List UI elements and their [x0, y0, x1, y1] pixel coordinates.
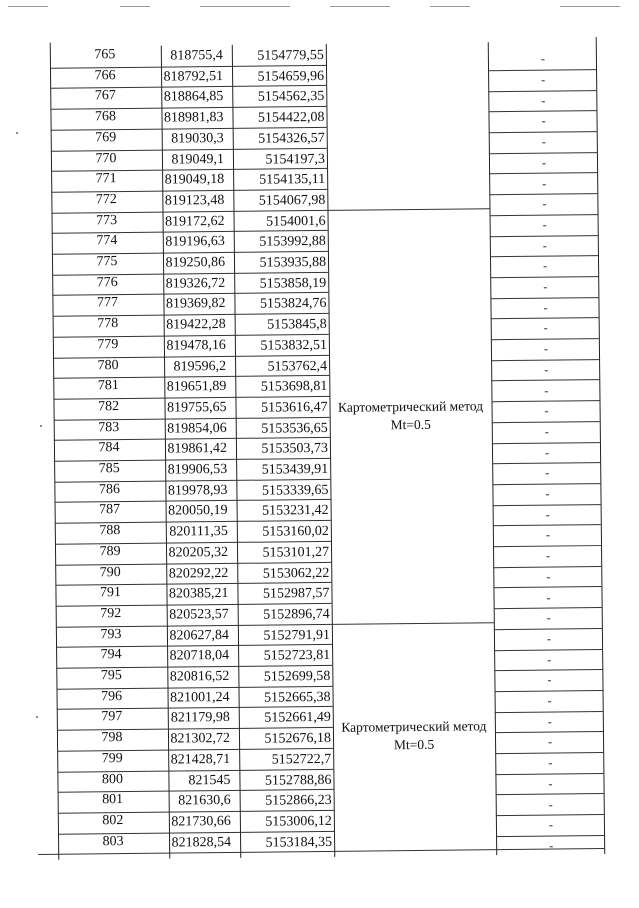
accuracy-value: -: [542, 217, 547, 232]
point-number: 775: [96, 254, 118, 270]
point-number: 795: [100, 668, 122, 684]
x-coordinate: 819123,48: [164, 192, 225, 209]
point-number: 771: [95, 171, 117, 187]
accuracy-value: -: [543, 341, 549, 356]
table-row-border: [494, 607, 602, 609]
accuracy-value: -: [544, 362, 549, 377]
table-row-border: [493, 504, 601, 506]
table-row-border: [494, 628, 602, 630]
y-coordinate: 5152723,81: [263, 648, 331, 664]
method-name: Картометрический метод: [341, 718, 487, 736]
point-number: 770: [95, 150, 117, 166]
table-row-border: [496, 793, 604, 795]
table-row-border: [490, 214, 598, 216]
point-number: 766: [94, 67, 116, 84]
point-number: 780: [97, 357, 119, 373]
table-row-border: [495, 711, 603, 713]
point-number: 798: [101, 730, 123, 746]
point-number: 789: [99, 543, 121, 560]
accuracy-value: -: [542, 176, 547, 191]
x-coordinate: 821179,98: [170, 710, 230, 726]
table-row-border: [493, 545, 601, 547]
y-coordinate: 5154135,11: [259, 172, 326, 188]
point-number: 788: [99, 523, 121, 539]
x-coordinate: 820292,22: [168, 565, 229, 582]
method-label: [320, 397, 500, 435]
x-coordinate: 819172,62: [165, 213, 225, 230]
x-coordinate: 818981,83: [163, 110, 224, 126]
table-row-border: [491, 338, 599, 340]
y-coordinate: 5153503,73: [261, 441, 329, 457]
table-row-border: [492, 462, 600, 464]
y-coordinate: 5153832,51: [260, 337, 327, 354]
accuracy-value: -: [545, 507, 550, 522]
y-coordinate: 5153616,47: [260, 399, 328, 416]
y-coordinate: 5153101,27: [262, 544, 330, 561]
table-row-border: [488, 110, 596, 112]
accuracy-value: -: [546, 631, 552, 646]
point-number: 779: [97, 336, 119, 353]
x-coordinate: 821730,66: [171, 813, 231, 830]
y-coordinate: 5153339,65: [261, 482, 329, 499]
point-number: 769: [95, 129, 117, 146]
x-coordinate: 821545: [188, 772, 231, 788]
point-number: 776: [96, 274, 118, 291]
table-row-border: [489, 131, 597, 133]
x-coordinate: 818792,51: [163, 68, 224, 85]
y-coordinate: 5152788,86: [264, 772, 332, 789]
x-coordinate: 820205,32: [168, 544, 229, 561]
y-coordinate: 5153184,35: [265, 834, 333, 851]
table-row-border: [495, 752, 603, 754]
y-coordinate: 5152987,57: [262, 586, 330, 602]
method-label: [324, 718, 504, 756]
y-coordinate: 5153845,8: [267, 317, 327, 333]
point-number: 783: [98, 419, 120, 435]
y-coordinate: 5152722,7: [271, 751, 332, 768]
accuracy-value: -: [540, 51, 545, 67]
accuracy-value: -: [544, 424, 549, 439]
table-row-border: [491, 380, 599, 382]
y-coordinate: 5153992,88: [259, 234, 326, 250]
x-coordinate: 819596,2: [173, 358, 227, 375]
table-row-border: [489, 193, 597, 195]
x-coordinate: 820050,19: [168, 503, 228, 519]
y-coordinate: 5153698,81: [260, 379, 328, 395]
point-number: 774: [96, 233, 118, 249]
accuracy-value: -: [548, 797, 553, 812]
accuracy-value: -: [547, 693, 552, 708]
point-number: 793: [100, 626, 122, 642]
table-row-border: [492, 442, 600, 444]
table-row-border: [492, 421, 600, 423]
x-coordinate: 820816,52: [169, 668, 230, 685]
point-number: 767: [94, 88, 116, 104]
point-number: 785: [98, 461, 120, 477]
y-coordinate: 5153935,88: [259, 254, 327, 271]
x-coordinate: 821302,72: [170, 731, 231, 747]
table-row-border: [494, 649, 602, 651]
accuracy-value: -: [544, 383, 549, 398]
accuracy-value: -: [542, 196, 547, 211]
y-coordinate: 5152699,58: [263, 668, 331, 685]
y-coordinate: 5153160,02: [262, 524, 329, 540]
y-coordinate: 5154659,96: [257, 68, 325, 85]
x-coordinate: 819250,86: [165, 254, 226, 271]
x-coordinate: 819049,1: [171, 151, 225, 168]
point-number: 794: [100, 647, 122, 663]
accuracy-value: -: [544, 445, 550, 460]
y-coordinate: 5153858,19: [259, 275, 327, 292]
x-coordinate: 819049,18: [164, 172, 225, 188]
accuracy-value: -: [546, 569, 551, 584]
x-coordinate: 819369,82: [165, 296, 226, 312]
accuracy-value: -: [547, 714, 552, 729]
accuracy-value: -: [545, 465, 550, 481]
x-coordinate: 819978,93: [167, 482, 228, 499]
x-coordinate: 819030,3: [171, 130, 224, 147]
table-row-border: [490, 235, 598, 237]
y-coordinate: 5154197,3: [265, 151, 326, 168]
x-coordinate: 819478,16: [166, 337, 226, 354]
y-coordinate: 5152665,38: [264, 689, 331, 706]
point-number: 796: [100, 688, 123, 704]
y-coordinate: 5153062,22: [262, 565, 330, 582]
accuracy-value: -: [547, 735, 553, 750]
point-number: 791: [99, 585, 122, 601]
x-coordinate: 821428,71: [170, 751, 231, 768]
accuracy-value: -: [544, 403, 549, 418]
method-accuracy: Mt=0.5: [390, 416, 431, 432]
y-coordinate: 5154562,35: [257, 89, 325, 106]
point-number: 786: [98, 481, 120, 498]
point-number: 772: [95, 192, 117, 208]
accuracy-value: -: [548, 755, 553, 770]
table-row-border: [490, 276, 598, 278]
method-group-border: [332, 622, 494, 625]
table-row-border: [491, 317, 599, 319]
table-row-border: [490, 297, 598, 299]
point-number: 790: [99, 564, 121, 580]
y-coordinate: 5154422,08: [257, 110, 325, 126]
y-coordinate: 5153536,65: [261, 420, 328, 437]
accuracy-value: -: [547, 652, 552, 667]
accuracy-value: -: [541, 72, 546, 87]
point-number: 781: [97, 378, 119, 394]
point-number: 765: [94, 47, 116, 63]
point-number: 803: [102, 833, 124, 849]
x-coordinate: 820718,04: [169, 648, 230, 664]
accuracy-value: -: [543, 300, 548, 315]
x-coordinate: 819326,72: [165, 275, 226, 292]
x-coordinate: 820111,35: [169, 524, 228, 540]
x-coordinate: 819861,42: [167, 441, 228, 457]
table-row-border: [489, 173, 597, 175]
x-coordinate: 821828,54: [171, 834, 232, 851]
point-number: 777: [96, 295, 119, 311]
accuracy-value: -: [541, 93, 546, 108]
x-coordinate: 821630,6: [178, 793, 231, 809]
point-number: 802: [102, 812, 124, 829]
accuracy-value: -: [543, 258, 548, 274]
accuracy-value: -: [546, 548, 551, 563]
method-group-border: [327, 208, 489, 211]
accuracy-value: -: [545, 528, 550, 543]
method-accuracy: Mt=0.5: [393, 737, 435, 753]
y-coordinate: 5152866,23: [265, 793, 332, 809]
accuracy-value: -: [547, 672, 552, 688]
table-row-border: [490, 255, 598, 257]
y-coordinate: 5153006,12: [265, 813, 332, 830]
accuracy-value: -: [541, 114, 546, 129]
y-coordinate: 5153231,42: [262, 503, 329, 519]
y-coordinate: 5154326,57: [258, 130, 325, 147]
table-row-border: [488, 69, 596, 71]
accuracy-value: -: [548, 817, 554, 832]
x-coordinate: 819196,63: [165, 234, 225, 250]
table-row-border: [488, 90, 596, 92]
y-coordinate: 5154779,55: [257, 47, 324, 64]
table-row-border: [493, 524, 601, 526]
table-row-border: [492, 483, 600, 485]
point-number: 800: [101, 771, 124, 787]
table-row-border: [491, 400, 599, 402]
accuracy-value: -: [549, 838, 554, 853]
point-number: 797: [101, 709, 123, 725]
table-row-border: [491, 359, 599, 361]
x-coordinate: 820385,21: [168, 586, 229, 602]
accuracy-value: -: [541, 134, 546, 149]
y-coordinate: 5152791,91: [263, 627, 331, 644]
point-number: 778: [97, 316, 119, 332]
x-coordinate: 819854,06: [167, 420, 227, 437]
y-coordinate: 5153762,4: [267, 358, 328, 375]
point-number: 787: [99, 502, 121, 518]
accuracy-value: -: [543, 279, 548, 294]
accuracy-value: -: [546, 610, 551, 625]
accuracy-value: -: [546, 590, 551, 605]
table-row-border: [489, 152, 597, 154]
x-coordinate: 820523,57: [169, 606, 229, 623]
x-coordinate: 821001,24: [170, 689, 230, 706]
method-name: Картометрический метод: [337, 397, 484, 415]
accuracy-value: -: [545, 486, 550, 501]
x-coordinate: 818864,85: [163, 89, 224, 106]
y-coordinate: 5154067,98: [258, 192, 326, 209]
x-coordinate: 820627,84: [169, 627, 230, 644]
point-number: 799: [101, 750, 123, 767]
accuracy-value: -: [543, 321, 548, 336]
table-row-border: [496, 835, 604, 837]
point-number: 782: [97, 398, 120, 415]
point-number: 768: [94, 109, 117, 125]
accuracy-value: -: [548, 776, 553, 791]
x-coordinate: 819906,53: [167, 461, 228, 478]
table-row-border: [493, 586, 601, 588]
point-number: 784: [98, 440, 120, 456]
y-coordinate: 5152896,74: [263, 606, 330, 623]
x-coordinate: 818755,4: [170, 47, 223, 64]
table-row-border: [494, 669, 602, 671]
y-coordinate: 5152661,49: [264, 710, 331, 726]
accuracy-value: -: [541, 155, 547, 170]
accuracy-value: -: [542, 238, 547, 253]
y-coordinate: 5153439,91: [261, 461, 329, 478]
y-coordinate: 5152676,18: [264, 730, 332, 747]
table-row-border: [493, 566, 601, 568]
y-coordinate: 5154001,6: [266, 213, 326, 230]
table-row-border: [495, 690, 603, 692]
y-coordinate: 5153824,76: [259, 296, 327, 313]
x-coordinate: 819651,89: [166, 379, 227, 395]
table-row-border: [496, 814, 604, 816]
table-row-border: [495, 773, 603, 775]
x-coordinate: 819755,65: [166, 399, 227, 416]
point-number: 801: [102, 792, 124, 808]
point-number: 773: [96, 212, 118, 228]
x-coordinate: 819422,28: [166, 317, 226, 333]
table-row-border: [495, 731, 603, 733]
point-number: 792: [100, 605, 122, 622]
